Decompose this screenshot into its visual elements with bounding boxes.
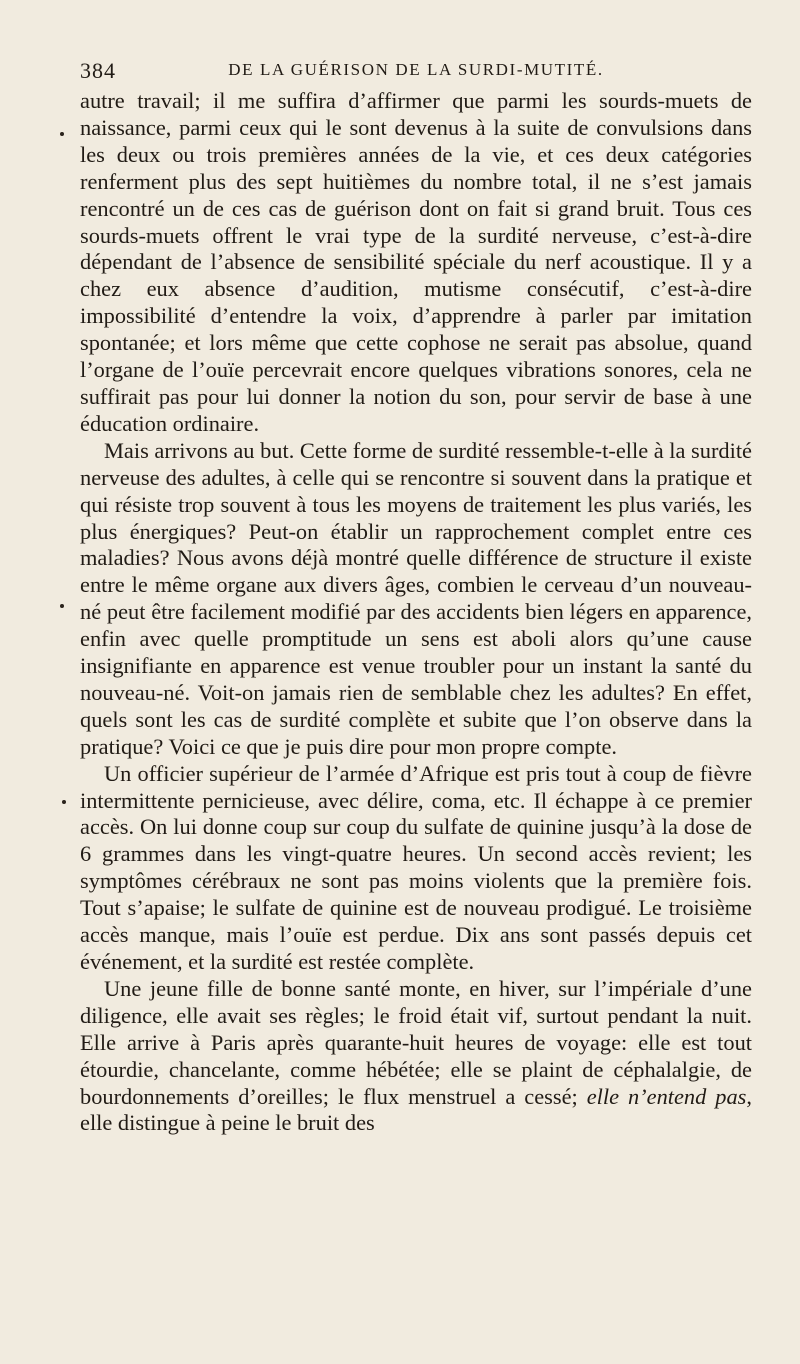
paragraph-3: Un officier supérieur de l’armée d’Afrique est pris tout à coup de fièvre intermittente pernicieuse, avec délire, coma, etc. Il échappe à ce premier accès. On lui donne coup sur coup du sulfate de quinine jusqu’à la dose de 6 grammes dans les vingt-quatre heures. Un second accès revient; les symptômes cérébraux ne sont pas moins violents que la première fois. Tout s’apaise; le sulfate de quinine est de nouveau prodigué. Le troisième accès manque, mais l’ouïe est perdue. Dix ans sont passés depuis cet événement, et la surdité est restée complète. [80, 760, 752, 974]
paragraph-4 [80, 976, 752, 1137]
margin-mark [60, 132, 64, 136]
paragraph-4-emphasis: elle n’entend pas [586, 1083, 747, 1109]
paragraph-2: Mais arrivons au but. Cette forme de surdité ressemble-t-elle à la surdité nerveuse des adultes, à celle qui se rencontre si souvent dans la pratique et qui résiste trop souvent à tous les moyens de traitement les plus variés, les plus énergiques? Peut-on établir un rapprochement complet entre ces maladies? Nous avons déjà montré quelle différence de structure il existe entre le même organe aux divers âges, combien le cerveau d’un nouveau-né peut être facilement modifié par des accidents bien légers en apparence, enfin avec quelle promptitude un sens est aboli alors qu’une cause insignifiante en apparence est venue troubler pour un instant la santé du nouveau-né. Voit-on jamais rien de semblable chez les adultes? En effet, quels sont les cas de surdité complète et subite que l’on observe dans la pratique? Voici ce que je puis dire pour mon propre compte. [80, 437, 752, 759]
page [80, 54, 752, 1137]
margin-mark [60, 604, 64, 608]
paragraph-1: autre travail; il me suffira d’affirmer que parmi les sourds-muets de naissance, parmi ceux qui le sont devenus à la suite de convulsions dans les deux ou trois premières années de la vie, et ces deux catégories renferment plus des sept huitièmes du nombre total, il ne s’est jamais rencontré un de ces cas de guérison dont on fait si grand bruit. Tous ces sourds-muets offrent le vrai type de la surdité nerveuse, c’est-à-dire dépendant de l’absence de sensibilité spéciale du nerf acoustique. Il y a chez eux absence d’audition, mutisme consécutif, c’est-à-dire impossibilité d’entendre la voix, d’apprendre à parler par imitation spontanée; et lors même que cette cophose ne serait pas absolue, quand l’organe de l’ouïe percevrait encore quelques vibrations sonores, cela ne suffirait pas pour lui donner la notion du son, pour servir de base à une éducation ordinaire. [80, 88, 752, 436]
margin-mark [62, 800, 66, 804]
page-number: 384 [80, 58, 116, 83]
running-head [80, 54, 752, 88]
running-title: DE LA GUÉRISON DE LA SURDI-MUTITÉ. [228, 60, 604, 79]
body-text [80, 88, 752, 1137]
paragraph-4-text-after: , elle distingue à peine le bruit des [80, 1083, 752, 1136]
paragraph-4-text-before: Une jeune fille de bonne santé monte, en hiver, sur l’impériale d’une diligence, elle avait ses règles; le froid était vif, surtout pendant la nuit. Elle arrive à Paris après quarante-huit heures de voyage: elle est tout étourdie, chancelante, comme hébétée; elle se plaint de céphalalgie, de bourdonnements d’oreilles; le flux menstruel a cessé; [80, 975, 752, 1109]
